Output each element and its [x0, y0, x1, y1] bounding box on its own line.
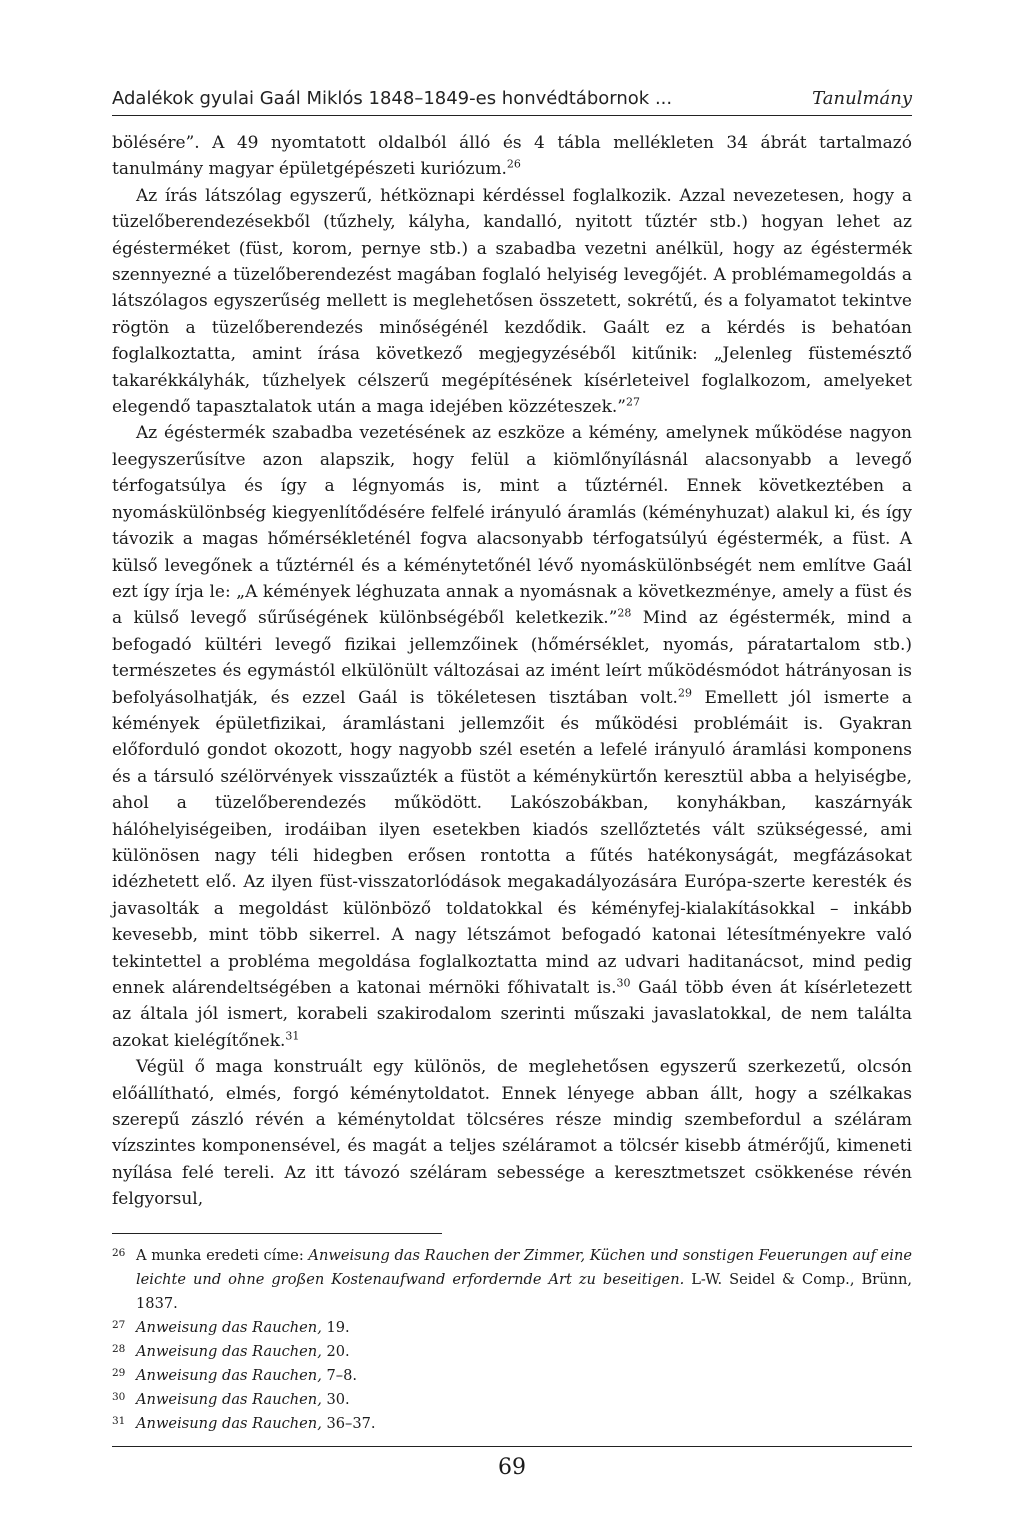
footnote-ref: 31	[285, 1029, 300, 1043]
paragraph	[112, 130, 912, 183]
footnote-text	[136, 1316, 912, 1340]
footnote-number: 31	[112, 1414, 126, 1427]
text-run: Mind az égéstermék, mind a befogadó kültéri levegő fizikai jellemzőinek (hőmérséklet, nyomás, páratartalom stb.) természetes és egymástól elkülönült változásai az imént leírt működésmódot hátrányosan is befolyásolhatják, és ezzel Gaál is tökéletesen tisztában volt.	[112, 608, 912, 708]
document-page	[112, 88, 912, 1480]
footnote-number: 26	[112, 1246, 126, 1259]
text-run: Emellett jól ismerte a kémények épületfizikai, áramlástani jellemzőit és működési problémáit is. Gyakran előforduló gondot okozott, hogy nagyobb szél esetén a lefelé irányuló áramlási komponens és a társuló szélörvények visszaűzték a füstöt a kéménykürtőn keresztül abba a helyiségbe, ahol a tüzelőberendezés működött. Lakószobákban, konyhákban, kaszárnyák hálóhelyiségeiben, irodáiban ilyen esetekben kiadós szellőztetés vált szükségessé, ami különösen nagy téli hidegben erősen rontotta a fűtés hatékonyságát, megfázásokat idézhetett elő. Az ilyen füst-visszatorlódások megakadályozására Európa-szerte keresték és javasolták a megoldást különböző toldatokkal és kéményfej-kialakításokkal – inkább kevesebb, mint több sikerrel. A nagy létszámot befogadó katonai létesítményekre való tekintettel a probléma megoldása foglalkoztatta mind az udvari haditanácsot, mind pedig ennek alárendeltségében a katonai mérnöki főhivatalt is.	[112, 687, 912, 998]
footnote	[112, 1412, 912, 1436]
footnote-ref: 30	[616, 976, 631, 990]
text-run: Végül ő maga konstruált egy különös, de meglehetősen egyszerű szerkezetű, olcsón előállítható, elmés, forgó kéménytoldatot. Ennek lényege abban állt, hogy a szélkakas szerepű zászló révén a kéménytoldat tölcséres része mindig szembefordul a széláram vízszintes komponensével, és magát a teljes széláramot a tölcsér kisebb átmérőjű, kimeneti nyílása felé tereli. Az itt távozó széláram sebessége a keresztmetszet csökkenése révén felgyorsul,	[112, 1057, 912, 1210]
paragraph	[112, 183, 912, 421]
footnote-number: 28	[112, 1342, 126, 1355]
footnote	[112, 1388, 912, 1412]
italic-text: Anweisung das Rauchen,	[136, 1342, 322, 1360]
footnote-text	[136, 1364, 912, 1388]
text-run: 19.	[321, 1318, 350, 1336]
footnote	[112, 1316, 912, 1340]
running-title: Adalékok gyulai Gaál Miklós 1848–1849-es honvédtábornok ...	[112, 88, 673, 109]
text-run: 7–8.	[321, 1366, 357, 1384]
italic-text: Anweisung das Rauchen,	[136, 1366, 322, 1384]
footnotes	[112, 1244, 912, 1436]
footnote-divider	[112, 1233, 442, 1234]
footnote	[112, 1244, 912, 1316]
paragraph	[112, 420, 912, 1054]
text-run: Az írás látszólag egyszerű, hétköznapi kérdéssel foglalkozik. Azzal nevezetesen, hogy a tüzelőberendezésekből (tűzhely, kályha, kandalló, nyitott tűztér stb.) hogyan lehet az égésterméket (füst, korom, pernye stb.) a szabadba vezetni anélkül, hogy az égéstermék szennyezné a tüzelőberendezést magában foglaló helyiség levegőjét. A problémamegoldás a látszólagos egyszerűség mellett is meglehetősen összetett, sokrétű, és a folyamatot tekintve rögtön a tüzelőberendezés minőségénél kezdődik. Gaált ez a kérdés is behatóan foglalkoztatta, amint írása következő megjegyzéséből kitűnik: „Jelenleg füstemésztő takarékkályhák, tűzhelyek célszerű megépítésének kísérleteivel foglalkozom, amelyeket elegendő tapasztalatok után a maga idejében közzéteszek.”	[112, 185, 912, 418]
text-run: 30.	[321, 1390, 350, 1408]
footnote-text	[136, 1340, 912, 1364]
italic-text: Anweisung das Rauchen der Zimmer, Küchen und sonstigen Feuerungen auf eine leichte und ohne großen Kostenaufwand erfordernde Art zu beseitigen.	[136, 1246, 912, 1288]
section-label: Tanulmány	[812, 88, 912, 109]
italic-text: Anweisung das Rauchen,	[136, 1318, 322, 1336]
footnote-text	[136, 1412, 912, 1436]
footnote-text	[136, 1244, 912, 1316]
footnote	[112, 1364, 912, 1388]
footnote-number: 29	[112, 1366, 126, 1379]
text-run: 20.	[321, 1342, 350, 1360]
text-run: A munka eredeti címe:	[136, 1246, 309, 1264]
body-text	[112, 130, 912, 1213]
text-run: L-W. Seidel & Comp., Brünn, 1837.	[136, 1270, 912, 1312]
footnote-ref: 27	[625, 395, 640, 409]
text-run: Az égéstermék szabadba vezetésének az eszköze a kémény, amelynek működése nagyon leegyszerűsítve azon alapszik, hogy felül a kiömlőnyílásnál alacsonyabb a levegő térfogatsúlya és így a légnyomás is, mint a tűztérnél. Ennek következtében a nyomáskülönbség kiegyenlítődésére felfelé irányuló áramlás (kéményhuzat) alakul ki, és így távozik a magas hőmérsékleténél fogva alacsonyabb térfogatsúlyú égéstermék, a füst. A külső levegőnek a tűztérnél és a kéménytetőnél lévő nyomáskülönbségét nem említve Gaál ezt így írja le: „A kémények léghuzata annak a nyomásnak a következménye, amely a füst és a külső levegő sűrűségének különbségéből keletkezik.”	[112, 423, 912, 629]
text-run: bölésére”. A 49 nyomtatott oldalból álló és 4 tábla mellékleten 34 ábrát tartalmazó tanulmány magyar épületgépészeti kuriózum.	[112, 133, 912, 180]
italic-text: Anweisung das Rauchen,	[136, 1414, 322, 1432]
text-run: 36–37.	[321, 1414, 376, 1432]
footnote-number: 30	[112, 1390, 126, 1403]
text-run: Gaál több éven át kísérletezett az általa jól ismert, korabeli szakirodalom szerinti műszaki javaslatokkal, de nem találta azokat kielégítőnek.	[112, 978, 912, 1051]
page-number: 69	[498, 1454, 526, 1480]
footnote-number: 27	[112, 1318, 126, 1331]
footnote-ref: 28	[617, 606, 632, 620]
running-header	[112, 88, 912, 116]
italic-text: Anweisung das Rauchen,	[136, 1390, 322, 1408]
bottom-rule	[112, 1446, 912, 1447]
footnote-ref: 29	[677, 685, 692, 699]
footnote-ref: 26	[506, 157, 521, 171]
paragraph	[112, 1054, 912, 1212]
footnote-text	[136, 1388, 912, 1412]
footnote	[112, 1340, 912, 1364]
